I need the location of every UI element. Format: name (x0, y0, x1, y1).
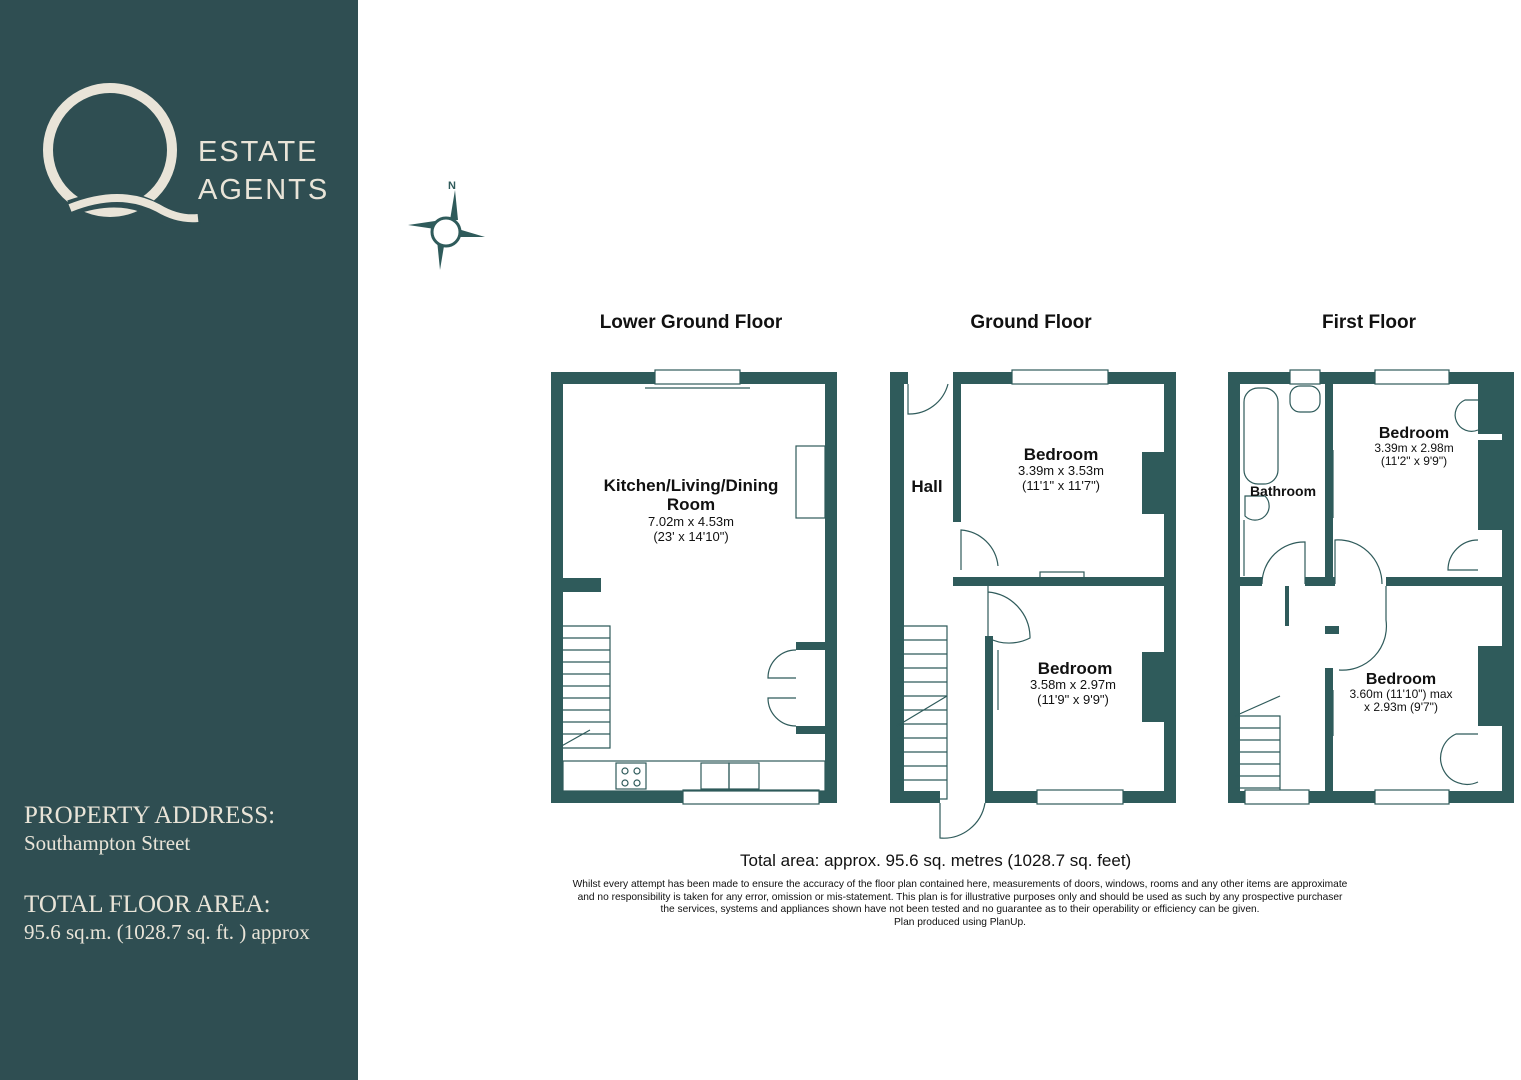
room-dims-bedroom-ground-1: 3.39m x 3.53m (1018, 463, 1104, 478)
room-dims-imperial-bedroom-first-2: x 2.93m (9'7") (1364, 700, 1438, 714)
plan-credit: Plan produced using PlanUp. (894, 916, 1026, 928)
room-dims-imperial-kitchen: (23' x 14'10") (653, 529, 729, 544)
room-dims-bedroom-first-1: 3.39m x 2.98m (1374, 441, 1454, 455)
logo-word-estate: ESTATE (198, 136, 319, 168)
address-label: PROPERTY ADDRESS: (24, 802, 276, 829)
room-dims-imperial-bedroom-ground-1: (11'1" x 11'7") (1021, 478, 1101, 493)
room-name-kitchen-line2: Room (666, 495, 716, 514)
floor-area-value: 95.6 sq.m. (1028.7 sq. ft. ) approx (24, 920, 310, 944)
room-name-bedroom-ground-2: Bedroom (1037, 659, 1113, 678)
first-floor-plan (1228, 372, 1514, 803)
room-dims-imperial-bedroom-ground-2: (11'9" x 9'9") (1037, 692, 1109, 707)
room-dims-bedroom-ground-2: 3.58m x 2.97m (1030, 677, 1116, 692)
total-area: Total area: approx. 95.6 sq. metres (1028.7 sq. feet) (740, 851, 1132, 870)
address-value: Southampton Street (24, 831, 191, 855)
floor-title-lower-ground: Lower Ground Floor (599, 312, 783, 333)
compass-north-label: N (448, 180, 456, 192)
disclaimer-block (570, 879, 1350, 929)
floor-area-label: TOTAL FLOOR AREA: (24, 891, 271, 918)
floor-title-first: First Floor (1322, 312, 1416, 333)
room-name-hall: Hall (911, 477, 943, 496)
room-name-bedroom-first-1: Bedroom (1378, 425, 1450, 442)
disclaimer-text: Whilst every attempt has been made to ensure the accuracy of the floor plan contained here, measurements of doors, windows, rooms and any other items are approximate and no responsibility is taken for any error, omission or mis-statement. This plan is for illustrative purposes only and should be used as such by any prospective purchaser the services, systems and appliances shown have not been tested and no guarantee as to their operability or efficiency can be given. (572, 879, 1348, 916)
lower-ground-floor-plan (551, 372, 837, 803)
room-name-bathroom: Bathroom (1249, 483, 1317, 499)
logo-word-agents: AGENTS (198, 174, 330, 206)
room-dims-kitchen: 7.02m x 4.53m (648, 514, 734, 529)
room-name-kitchen: Kitchen/Living/Dining (603, 476, 779, 495)
floor-title-ground: Ground Floor (970, 312, 1092, 333)
room-dims-bedroom-first-2: 3.60m (11'10") max (1349, 687, 1453, 701)
room-name-bedroom-ground-1: Bedroom (1023, 445, 1099, 464)
room-name-bedroom-first-2: Bedroom (1365, 671, 1437, 688)
room-dims-imperial-bedroom-first-1: (11'2" x 9'9") (1380, 454, 1448, 468)
